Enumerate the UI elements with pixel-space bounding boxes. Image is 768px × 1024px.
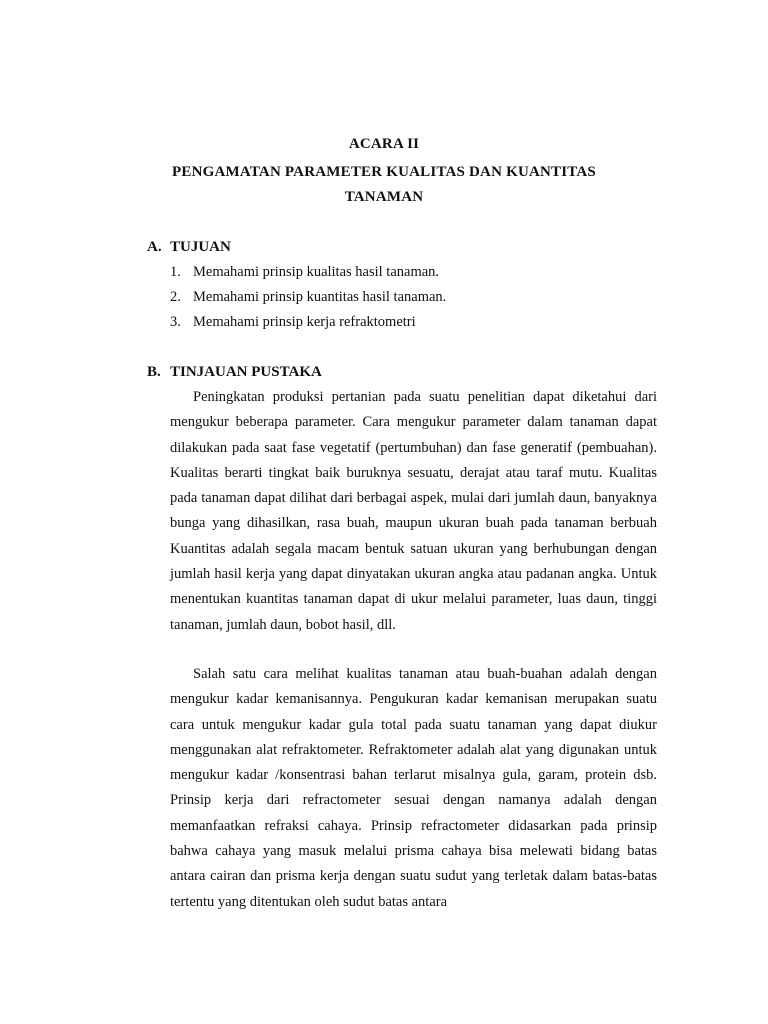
objective-text: Memahami prinsip kuantitas hasil tanaman. xyxy=(193,289,447,305)
objective-item xyxy=(170,289,446,306)
objective-text: Memahami prinsip kualitas hasil tanaman. xyxy=(193,264,440,280)
title-main: PENGAMATAN PARAMETER KUALITAS DAN KUANTITAS xyxy=(172,164,596,180)
section-b-title: TINJAUAN PUSTAKA xyxy=(170,364,322,380)
objective-item xyxy=(170,264,439,281)
objective-number: 1. xyxy=(170,264,181,280)
paragraph-1: Peningkatan produksi pertanian pada suatu penelitian dapat diketahui dari mengukur beberapa parameter. Cara mengukur parameter dalam tanaman dapat dilakukan pada saat fase vegetatif (pertumbuhan) dan fase generatif (pembuahan). Kualitas berarti tingkat baik buruknya sesuatu, derajat atau taraf mutu. Kualitas pada tanaman dapat dilihat dari berbagai aspek, mulai dari jumlah daun, banyaknya bunga yang dihasilkan, rasa buah, maupun ukuran buah pada tanaman berbuah Kuantitas adalah segala macam bentuk satuan ukuran yang berhubungan dengan jumlah hasil kerja yang dapat dinyatakan ukuran angka atau padanan angka. Untuk menentukan kuantitas tanaman dapat di ukur melalui parameter, luas daun, tinggi tanaman, jumlah daun, bobot hasil, dll. xyxy=(170,389,657,633)
objective-number: 2. xyxy=(170,289,181,305)
objective-item xyxy=(170,314,416,331)
title-acara: ACARA II xyxy=(348,136,420,152)
title-subline: TANAMAN xyxy=(344,189,424,205)
objective-text: Memahami prinsip kerja refraktometri xyxy=(193,314,416,330)
section-a-title: TUJUAN xyxy=(170,239,231,255)
objective-number: 3. xyxy=(170,314,181,330)
section-b-letter: B. xyxy=(147,364,161,380)
paragraph-2: Salah satu cara melihat kualitas tanaman atau buah-buahan adalah dengan mengukur kadar kemanisannya. Pengukuran kadar kemanisan merupakan suatu cara untuk mengukur kadar gula total pada suatu tanaman yang dapat diukur menggunakan alat refraktometer. Refraktometer adalah alat yang digunakan untuk mengukur kadar /konsentrasi bahan terlarut misalnya gula, garam, protein dsb. Prinsip kerja dari refractometer sesuai dengan namanya adalah dengan memanfaatkan refraksi cahaya. Prinsip refractometer didasarkan pada prinsip bahwa cahaya yang masuk melalui prisma cahaya bisa melewati bidang batas antara cairan dan prisma kerja dengan suatu sudut yang terletak dalam batas-batas tertentu yang ditentukan oleh sudut batas antara xyxy=(170,666,657,910)
section-a-letter: A. xyxy=(147,239,162,255)
section-b-heading xyxy=(147,364,322,381)
section-a-heading xyxy=(147,239,231,256)
